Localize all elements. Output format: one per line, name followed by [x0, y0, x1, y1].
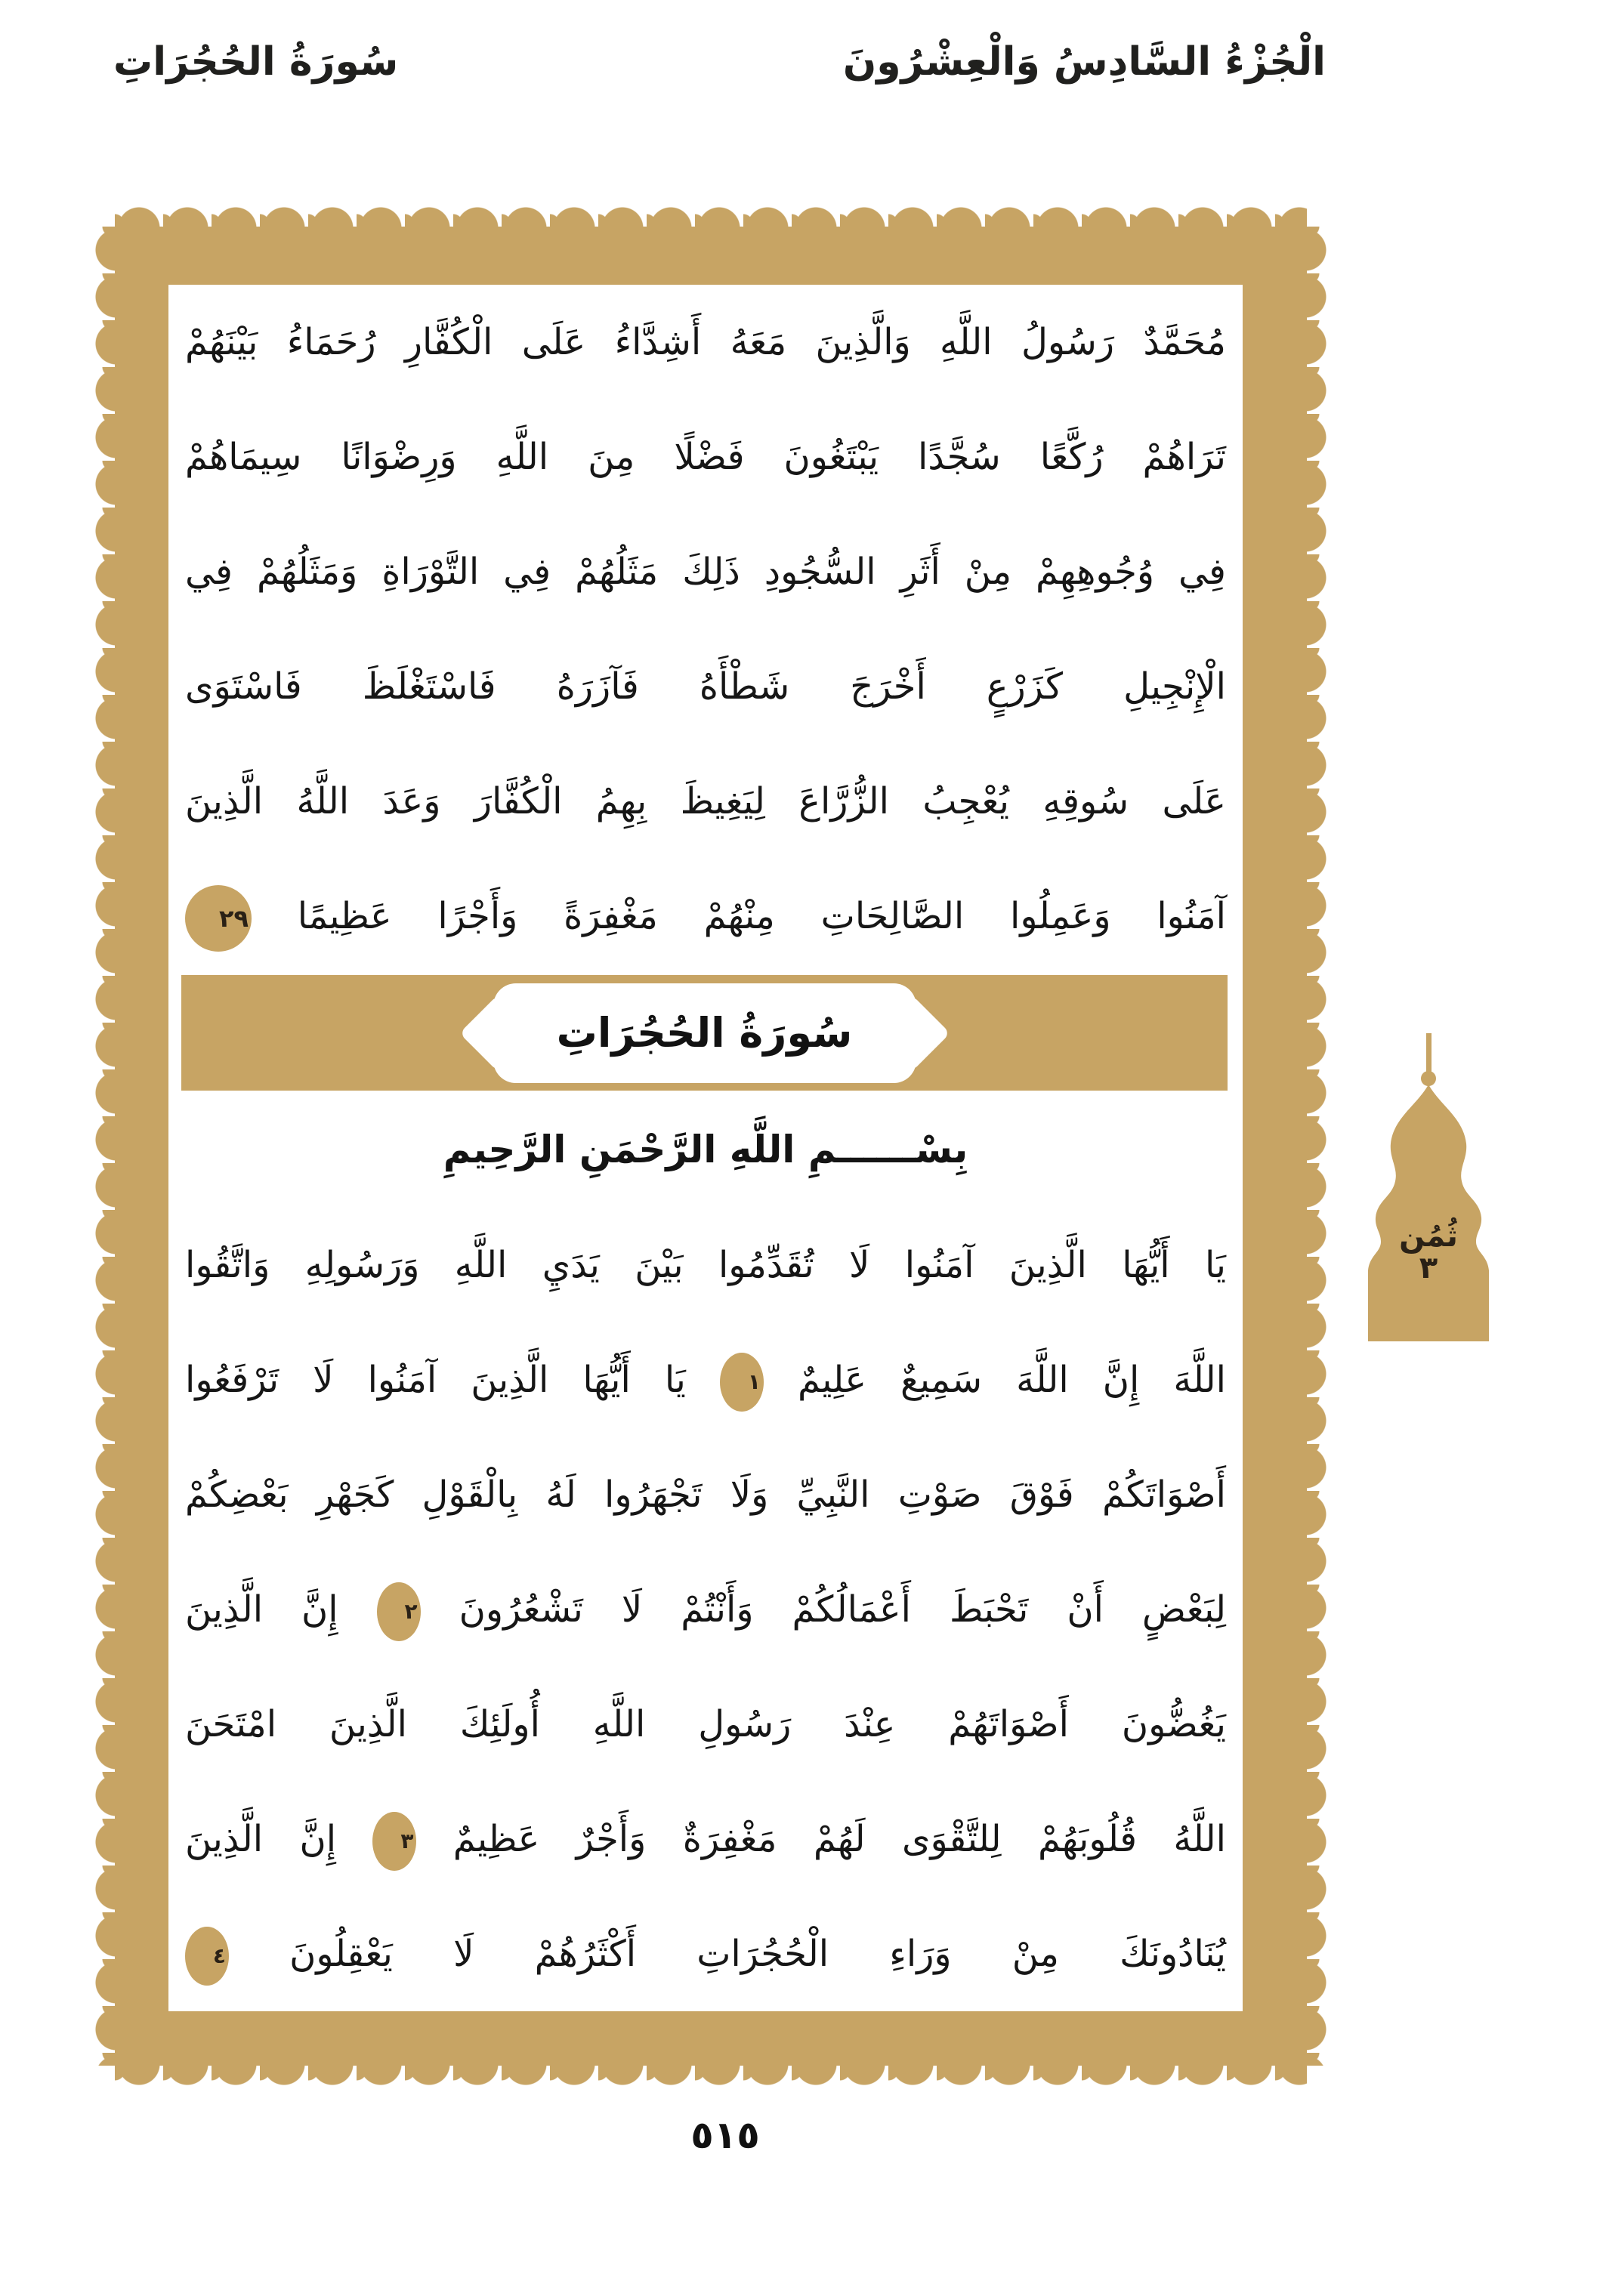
- quran-line: آمَنُوا وَعَمِلُوا الصَّالِحَاتِ مِنْهُمْ مَغْفِرَةً وَأَجْرًا عَظِيمًا ٢٩: [168, 859, 1243, 974]
- hizb-marker-dome: [1356, 1033, 1501, 1341]
- frame-scallop-right: [1305, 227, 1333, 2066]
- quran-lines-bottom: [168, 1208, 1243, 2011]
- quran-line: تَرَاهُمْ رُكَّعًا سُجَّدًا يَبْتَغُونَ فَضْلًا مِنَ اللَّهِ وَرِضْوَانًا سِيمَاهُمْ: [185, 436, 1226, 478]
- dome-icon: [1356, 1033, 1501, 1341]
- surah-banner: [181, 975, 1228, 1091]
- surah-title-cartouche: [493, 983, 916, 1083]
- quran-line: يُنَادُونَكَ مِنْ وَرَاءِ الْحُجُرَاتِ أَكْثَرُهُمْ لَا يَعْقِلُونَ ٤: [168, 1896, 1243, 2011]
- ayah-marker: ٢: [377, 1582, 421, 1641]
- ayah-marker: ٣: [372, 1812, 416, 1871]
- frame-scallop-top: [115, 199, 1307, 228]
- frame-scallop-left: [89, 227, 116, 2066]
- hizb-marker-number: ٣: [1419, 1251, 1438, 1285]
- bismillah-text: بِسْــــــمِ اللَّهِ الرَّحْمَنِ الرَّحِيمِ: [443, 1127, 968, 1171]
- header-juz-name: الْجُزْءُ السَّادِسُ وَالْعِشْرُونَ: [842, 39, 1326, 85]
- ayah-marker: ١: [720, 1353, 764, 1412]
- quran-line: يَا أَيُّهَا الَّذِينَ آمَنُوا لَا تُقَدِّمُوا بَيْنَ يَدَيِ اللَّهِ وَرَسُولِهِ وَاتَّقُوا: [185, 1243, 1226, 1286]
- hizb-marker-text: [1356, 1221, 1501, 1284]
- quran-line: يَغُضُّونَ أَصْوَاتَهُمْ عِنْدَ رَسُولِ اللَّهِ أُولَئِكَ الَّذِينَ امْتَحَنَ: [185, 1702, 1226, 1745]
- mushaf-frame: [115, 227, 1307, 2066]
- hizb-marker-label: ثُمُن: [1399, 1219, 1458, 1254]
- quran-line: أَصْوَاتَكُمْ فَوْقَ صَوْتِ النَّبِيِّ وَلَا تَجْهَرُوا لَهُ بِالْقَوْلِ كَجَهْرِ بَعْضِكُمْ: [185, 1473, 1226, 1516]
- surah-title: سُورَةُ الحُجُرَاتِ: [556, 1009, 853, 1057]
- ayah-marker: ٢٩: [185, 885, 252, 952]
- frame-scallop-bottom: [115, 2064, 1307, 2096]
- page-number: ٥١٥: [690, 2113, 760, 2157]
- quran-line: لِبَعْضٍ أَنْ تَحْبَطَ أَعْمَالُكُمْ وَأَنْتُمْ لَا تَشْعُرُونَ ٢ إِنَّ الَّذِينَ: [168, 1552, 1243, 1667]
- quran-line: عَلَى سُوقِهِ يُعْجِبُ الزُّرَّاعَ لِيَغِيظَ بِهِمُ الْكُفَّارَ وَعَدَ اللَّهُ الَّذِينَ: [185, 780, 1226, 822]
- ayah-marker: ٤: [185, 1927, 229, 1986]
- quran-line: مُحَمَّدٌ رَسُولُ اللَّهِ وَالَّذِينَ مَعَهُ أَشِدَّاءُ عَلَى الْكُفَّارِ رُحَمَاءُ بَيْنَهُمْ: [185, 321, 1226, 363]
- quran-line: اللَّهُ قُلُوبَهُمْ لِلتَّقْوَى لَهُمْ مَغْفِرَةٌ وَأَجْرٌ عَظِيمٌ ٣ إِنَّ الَّذِينَ: [168, 1782, 1243, 1896]
- header-surah-name: سُورَةُ الحُجُرَاتِ: [113, 39, 399, 85]
- quran-lines-top: [168, 285, 1243, 974]
- quran-line: اللَّهَ إِنَّ اللَّهَ سَمِيعٌ عَلِيمٌ ١ يَا أَيُّهَا الَّذِينَ آمَنُوا لَا تَرْفَعُوا: [168, 1322, 1243, 1437]
- quran-line: فِي وُجُوهِهِمْ مِنْ أَثَرِ السُّجُودِ ذَلِكَ مَثَلُهُمْ فِي التَّوْرَاةِ وَمَثَلُهُمْ فِي: [185, 551, 1226, 593]
- text-panel: [168, 285, 1243, 2011]
- quran-line: الْإِنْجِيلِ كَزَرْعٍ أَخْرَجَ شَطْأَهُ فَآزَرَهُ فَاسْتَغْلَظَ فَاسْتَوَى: [185, 665, 1226, 708]
